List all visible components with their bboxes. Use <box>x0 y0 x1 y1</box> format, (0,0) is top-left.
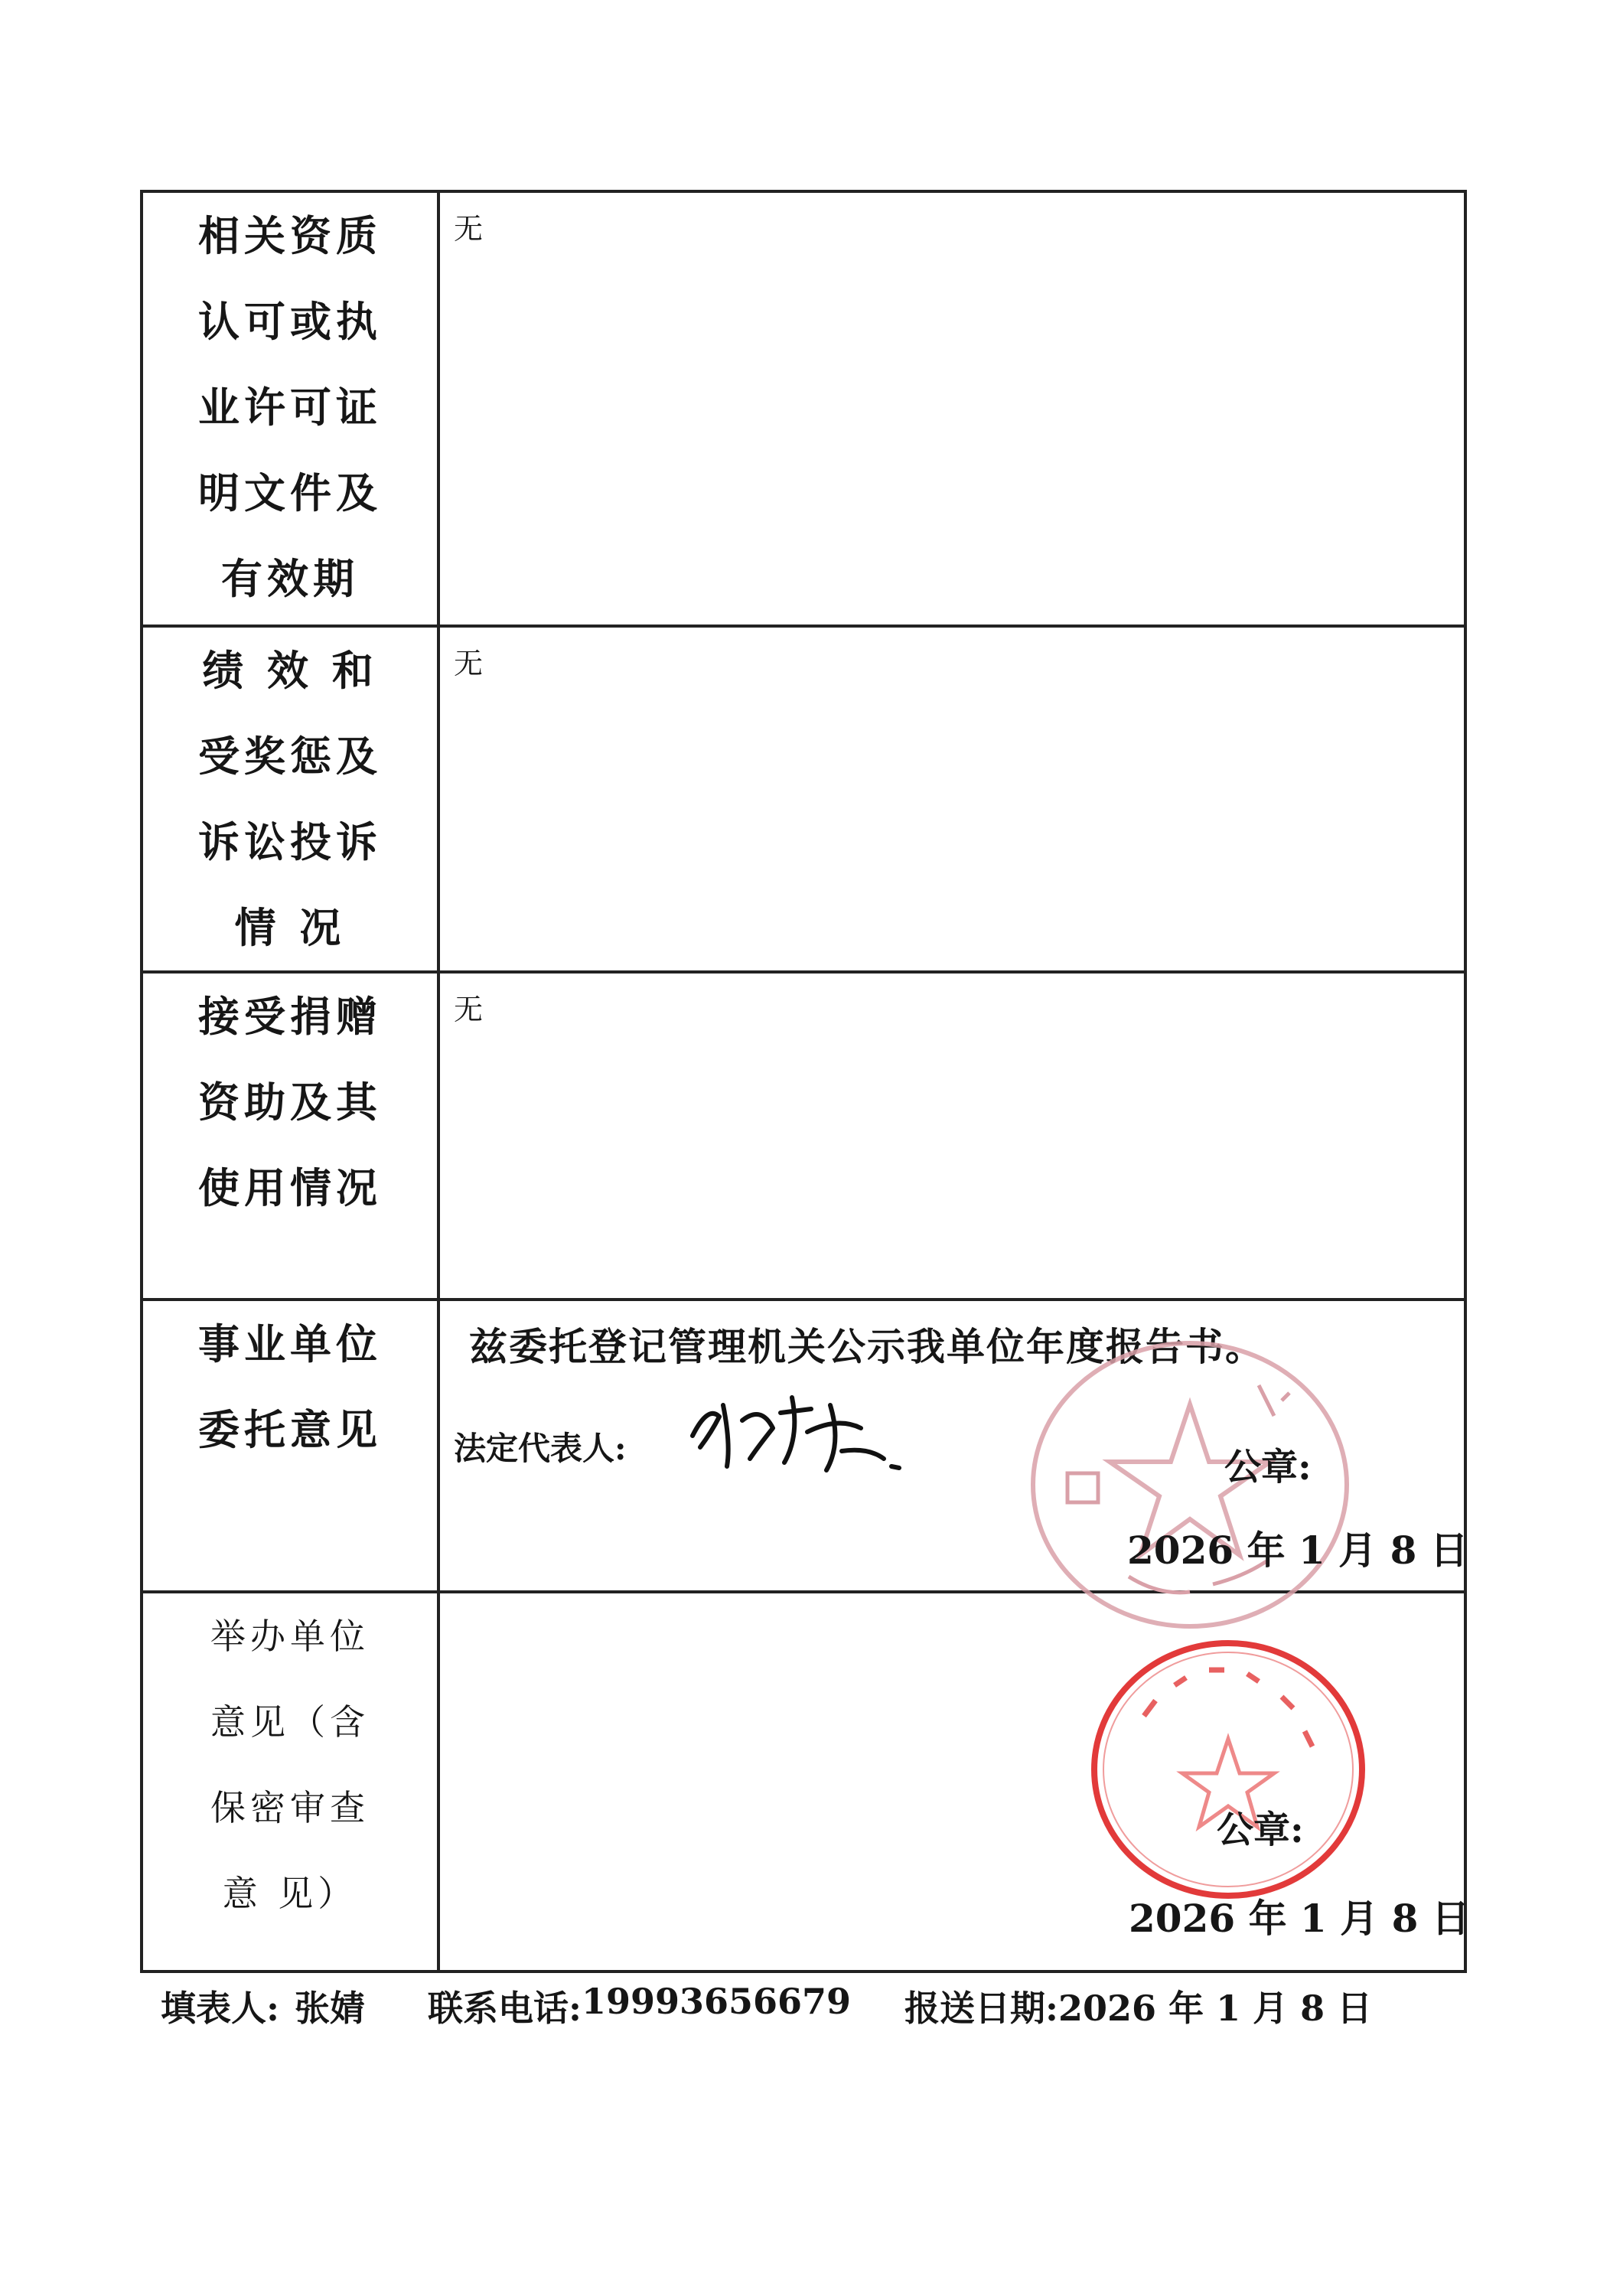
label-sponsor-opinion <box>142 1592 438 1971</box>
label-line: 保密审查 <box>210 1787 370 1828</box>
sponsor-unit-seal-icon <box>1083 1632 1374 1907</box>
label-line: 接受捐赠 <box>198 992 382 1041</box>
phone-number: 19993656679 <box>581 1981 852 2022</box>
sponsor-seal-label: 公章: <box>1217 1808 1304 1851</box>
entrust-opinion-cell <box>438 1300 1468 1592</box>
row-donations <box>142 972 1465 1300</box>
value-donations-cell <box>438 972 1465 1300</box>
row-entrust-opinion <box>142 1300 1465 1592</box>
label-line: 绩 效 和 <box>202 646 378 695</box>
label-donations <box>142 972 438 1300</box>
form-footer <box>161 1981 1372 2031</box>
value-donations: 无 <box>454 993 484 1026</box>
report-date: 2026 年 1 月 8 日 <box>1058 1988 1373 2029</box>
report-form-table <box>140 190 1470 1973</box>
row-qualifications <box>142 191 1465 626</box>
label-line: 使用情况 <box>198 1163 382 1212</box>
label-entrust-opinion <box>142 1300 438 1592</box>
entrust-date: 2026 年 1 月 8 日 <box>1127 1528 1468 1573</box>
value-qualifications: 无 <box>454 212 484 246</box>
label-line: 事业单位 <box>198 1319 382 1368</box>
entrust-seal-label: 公章: <box>1224 1446 1312 1489</box>
row-sponsor-opinion <box>142 1592 1465 1971</box>
label-performance <box>142 626 438 972</box>
value-qualifications-cell <box>438 191 1465 626</box>
row-performance <box>142 626 1465 972</box>
label-line: 受奖惩及 <box>198 732 382 781</box>
label-line: 认可或执 <box>198 297 382 346</box>
sponsor-opinion-cell <box>438 1592 1470 1971</box>
filler-name: 张婧 <box>294 1988 365 2029</box>
sponsor-date: 2026 年 1 月 8 日 <box>1129 1896 1470 1941</box>
label-line: 情 况 <box>234 903 346 952</box>
entrust-statement: 兹委托登记管理机关公示我单位年度报告书。 <box>469 1324 1265 1369</box>
phone-label: 联系电话: <box>427 1988 582 2029</box>
label-line: 举办单位 <box>210 1616 370 1657</box>
value-performance: 无 <box>454 647 484 680</box>
label-line: 有效期 <box>221 554 359 603</box>
label-line: 意 见） <box>222 1873 358 1914</box>
filler-label: 填表人: <box>161 1988 279 2029</box>
label-line: 委托意见 <box>198 1405 382 1454</box>
label-line: 资助及其 <box>198 1078 382 1127</box>
report-date-label: 报送日期: <box>904 1988 1059 2029</box>
legal-representative-label: 法定代表人: <box>454 1430 627 1467</box>
value-performance-cell <box>438 626 1465 972</box>
label-line: 诉讼投诉 <box>198 817 382 866</box>
label-line: 相关资质 <box>198 211 382 260</box>
label-qualifications <box>142 191 438 626</box>
label-line: 意见（含 <box>210 1701 370 1743</box>
label-line: 明文件及 <box>198 468 382 517</box>
label-line: 业许可证 <box>198 383 382 432</box>
handwritten-signature <box>677 1375 907 1482</box>
